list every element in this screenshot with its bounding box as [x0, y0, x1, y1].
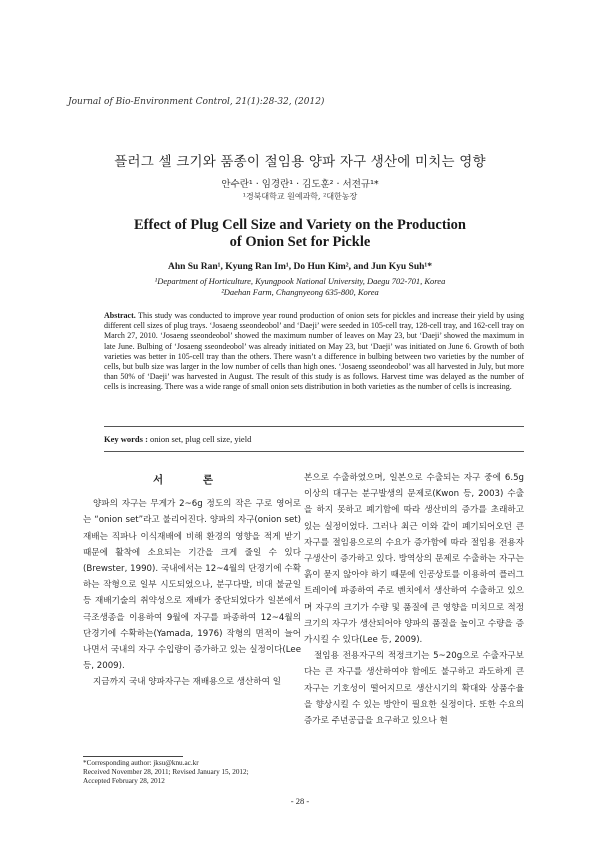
right-paragraph-1: 본으로 수출하였으며, 일본으로 수출되는 자구 중에 6.5g 이상의 대구는 분구발생의 문제로(Kwon 등, 2003) 수출을 하지 못하고 폐기함에 따라 생산비의 증가를 초래하고 있는 실정이었다. 그러나 최근 이와 같이 폐기되어오던 큰 자구를 절임용으로의 수요가 증가함에 따라 절임용 전용자구생산이 증가하고 있다. 방역상의 문제로 수출하는 자구는 흙이 묻지 않아야 하기 때문에 인공상토를 이용하여 플러그트레이에 파종하여 주로 벤치에서 생산하여 수출하고 있으며 자구의 크기가 수량 및 품질에 큰 영향을 미치므로 적정 크기의 자구가 생산되어야 양파의 품질을 높이고 수량을 증가시킬 수 있다(Lee 등, 2009).	[304, 473, 524, 646]
english-title-line-1: Effect of Plug Cell Size and Variety on the Production	[133, 217, 466, 233]
received-date: Received November 28, 2011; Revised January 15, 2012;	[83, 768, 249, 776]
accepted-date: Accepted February 28, 2012	[83, 777, 165, 785]
abstract-label: Abstract.	[104, 311, 136, 320]
abstract	[104, 311, 524, 393]
section-heading: 서 론	[153, 474, 231, 486]
divider-bottom	[104, 451, 524, 452]
korean-title: 플러그 셀 크기와 품종이 절임용 양파 자구 생산에 미치는 영향	[114, 154, 486, 170]
keywords-text: onion set, plug cell size, yield	[150, 434, 252, 444]
left-column	[83, 470, 301, 691]
english-title	[0, 217, 600, 251]
page-number: - 28 -	[290, 796, 310, 806]
affiliation-2: ²Daehan Farm, Changnyeong 635-800, Korea	[221, 287, 379, 297]
affiliation-1: ¹Department of Horticulture, Kyungpook National University, Daegu 702-701, Korea	[154, 276, 446, 286]
korean-affiliation: ¹경북대학교 원예과학, ²대한농장	[242, 192, 358, 201]
english-authors: Ahn Su Ran¹, Kyung Ran Im¹, Do Hun Kim², and Jun Kyu Suh¹*	[167, 262, 433, 272]
korean-authors: 안수란¹ · 임경란¹ · 김도훈² · 서전규¹*	[221, 179, 379, 190]
divider-top	[104, 426, 524, 427]
left-paragraph-1: 양파의 자구는 무게가 2~6g 정도의 작은 구로 영어로는 “onion set”라고 불리어진다. 양파의 자구(onion set)재배는 직파나 이식재배에 비해 환경의 영향을 적게 받기 때문에 활착에 소요되는 기간을 크게 줄일 수 있다(Brewster, 1990). 국내에서는 12~4월의 단경기에 수확하는 작형으로 일부 시도되었으나, 분구다발, 비대 불균일 등 재배기술의 취약성으로 재배가 중단되었다가 일본에서 극조생종을 이용하여 9월에 자구를 파종하여 12~4월의 단경기에 수확하는(Yamada, 1976) 작형의 면적이 늘어나면서 국내의 자구 수입량이 증가하고 있는 실정이다(Lee 등, 2009).	[83, 499, 301, 672]
left-paragraph-2: 지금까지 국내 양파자구는 재배용으로 생산하여 일	[93, 677, 281, 688]
english-title-line-2: of Onion Set for Pickle	[229, 234, 371, 250]
abstract-text: This study was conducted to improve year round production of onion sets for pickles and increase their yield by using different cell sizes of plug trays. ‘Josaeng sseondeobol’ and ‘Daeji’ were seeded in 105-cell tray, 128-cell tray, and 162-cell tray on March 27, 2010. ‘Josaeng sseondeobol’ showed the maximum number of leaves on May 23, but ‘Daeji’ showed the maximum in late June. Bulbing of ‘Josaeng sseondeobol’ was already initiated on May 23, but ‘Daeji’ was initiated on June 6. Growth of both varieties was better in 105-cell tray than the others. There wasn’t a difference in bulbing between two varieties by the number of cells, but bulb size was larger in the low number of cells than high ones. ‘Josaeng sseondeobol’ was all harvested in July, but more than 50% of ‘Daeji’ was harvested in August. The result of this study is as follows. Harvest time was delayed as the number of cells is increasing. There was a wide range of small onion sets distribution in both varieties as the number of cells is increasing.	[104, 311, 525, 392]
footnote	[83, 759, 249, 786]
keywords-label: Key words :	[104, 434, 148, 444]
english-affiliations	[0, 276, 600, 298]
keywords	[104, 434, 251, 444]
journal-citation: Journal of Bio-Environment Control, 21(1):28-32, (2012)	[68, 97, 325, 107]
corresponding-author: *Corresponding author: jksu@knu.ac.kr	[83, 759, 199, 767]
footnote-divider	[83, 756, 183, 757]
right-column	[304, 470, 524, 729]
right-paragraph-2: 절임용 전용자구의 적정크기는 5~20g으로 수출자구보다는 큰 자구를 생산하여야 함에도 불구하고 과도하게 큰 자구는 기호성이 떨어지므로 생산시기의 확대와 상품수율을 향상시킬 수 있는 방안이 필요한 실정이다. 또한 수요의 증가로 주년공급을 요구하고 있으나 현	[304, 651, 524, 727]
